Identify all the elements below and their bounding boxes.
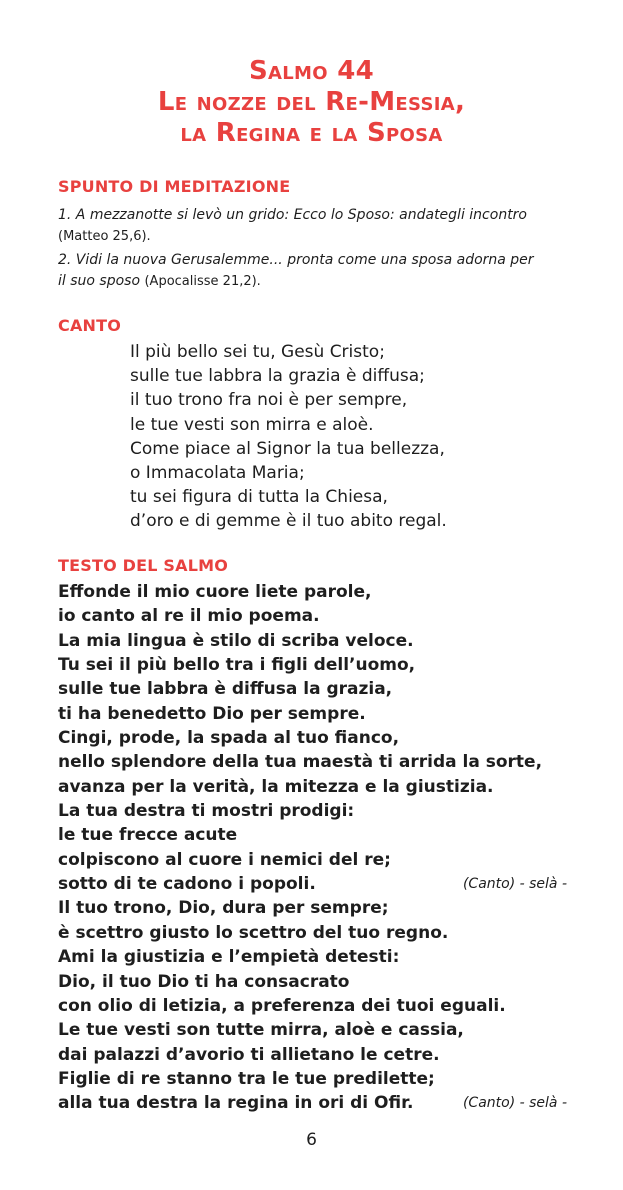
salmo-line: La tua destra ti mostri prodigi: <box>58 801 355 822</box>
salmo-line: Dio, il tuo Dio ti ha consacrato <box>58 971 350 992</box>
salmo-line: nello splendore della tua maestà ti arrida la sorte, <box>58 752 543 773</box>
salmo-line: Ami la giustizia e l’empietà detesti: <box>58 947 400 968</box>
canto-line: le tue vesti son mirra e aloè. <box>130 414 374 435</box>
salmo-line: La mia lingua è stilo di scriba veloce. <box>58 630 414 651</box>
salmo-line: Figlie di re stanno tra le tue predilette; <box>58 1068 435 1089</box>
meditazione-item-1-text: 1. A mezzanotte si levò un grido: Ecco lo Sposo: andategli incontro <box>58 207 527 223</box>
salmo-line: sulle tue labbra è diffusa la grazia, <box>58 679 393 700</box>
salmo-line: io canto al re il mio poema. <box>58 606 320 627</box>
salmo-text <box>58 580 573 1116</box>
meditazione-item-2-text-b: il suo sposo <box>58 273 141 289</box>
title-line-2: Le nozze del Re-Messia, <box>157 87 466 117</box>
salmo-line: Il tuo trono, Dio, dura per sempre; <box>58 898 389 919</box>
response-canto-sela-1: (Canto) - selà - <box>462 876 567 893</box>
canto-line: tu sei figura di tutta la Chiesa, <box>130 487 388 508</box>
meditazione-item-1 <box>58 205 573 247</box>
salmo-line: Effonde il mio cuore liete parole, <box>58 582 372 602</box>
salmo-line: Le tue vesti son tutte mirra, aloè e cassia, <box>58 1020 464 1041</box>
salmo-line: le tue frecce acute <box>58 825 238 846</box>
canto-verses <box>130 340 447 534</box>
salmo-line: ti ha benedetto Dio per sempre. <box>58 703 366 724</box>
salmo-line: colpiscono al cuore i nemici del re; <box>58 849 391 870</box>
meditazione-item-2-ref: (Apocalisse 21,2). <box>144 274 261 289</box>
salmo-line: sotto di te cadono i popoli. (Canto) - selà - <box>58 872 573 896</box>
meditazione-heading: SPUNTO DI MEDITAZIONE <box>58 177 291 196</box>
page-number: 6 <box>306 1130 317 1150</box>
title-line-1: Salmo 44 <box>249 56 374 86</box>
salmo-line: Tu sei il più bello tra i figli dell’uomo, <box>58 655 416 676</box>
salmo-line: con olio di letizia, a preferenza dei tuoi eguali. <box>58 995 506 1016</box>
meditazione-item-2 <box>58 250 573 292</box>
page-title <box>0 56 623 149</box>
canto-line: Come piace al Signor la tua bellezza, <box>130 438 445 459</box>
salmo-line: avanza per la verità, la mitezza e la giustizia. <box>58 776 494 797</box>
salmo-heading: TESTO DEL SALMO <box>58 556 229 575</box>
salmo-line: Cingi, prode, la spada al tuo fianco, <box>58 728 400 749</box>
meditazione-item-2-text-a: 2. Vidi la nuova Gerusalemme... pronta come una sposa adorna per <box>58 252 534 268</box>
meditazione-item-1-ref: (Matteo 25,6). <box>58 229 151 244</box>
salmo-line: dai palazzi d’avorio ti allietano le cetre. <box>58 1044 440 1065</box>
title-line-3: la Regina e la Sposa <box>180 118 443 148</box>
response-canto-sela-2: (Canto) - selà - <box>462 1095 567 1112</box>
canto-line: o Immacolata Maria; <box>130 463 305 484</box>
canto-line: d’oro e di gemme è il tuo abito regal. <box>130 511 447 532</box>
canto-heading: CANTO <box>58 316 122 335</box>
salmo-line: alla tua destra la regina in ori di Ofir. (Canto) - selà - <box>58 1091 573 1115</box>
canto-line: sulle tue labbra la grazia è diffusa; <box>130 366 425 387</box>
salmo-line: è scettro giusto lo scettro del tuo regno. <box>58 922 449 943</box>
canto-line: Il più bello sei tu, Gesù Cristo; <box>130 342 385 362</box>
canto-line: il tuo trono fra noi è per sempre, <box>130 390 408 411</box>
